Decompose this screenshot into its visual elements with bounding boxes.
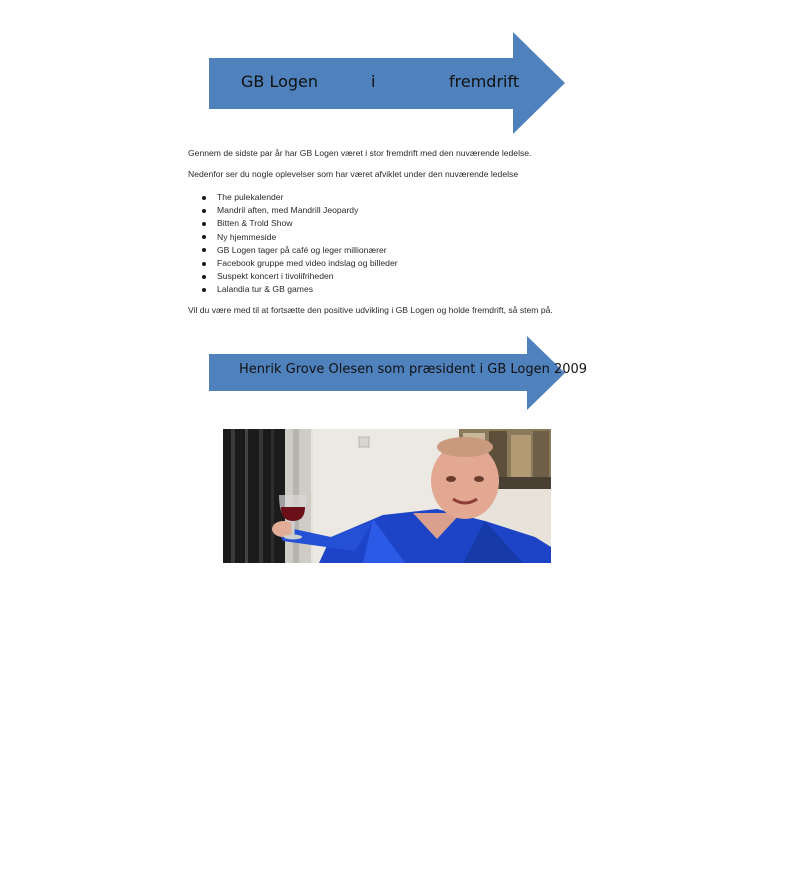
- list-item-text: GB Logen tager på café og leger millionærer: [217, 244, 387, 255]
- list-item-text: Lalandia tur & GB games: [217, 284, 314, 295]
- list-item: [202, 191, 398, 204]
- bullet-icon: [202, 275, 206, 279]
- headline-word-fremdrift: fremdrift: [449, 72, 520, 91]
- list-item: [202, 217, 398, 230]
- list-item-text: Suspekt koncert i tivolifriheden: [217, 271, 334, 282]
- bullet-icon: [202, 209, 206, 213]
- experiences-list: [202, 191, 398, 297]
- list-item-text: Ny hjemmeside: [217, 231, 277, 242]
- bullet-icon: [202, 262, 206, 266]
- bullet-icon: [202, 235, 206, 239]
- candidate-photo: [223, 429, 551, 563]
- list-item-text: Mandril aften, med Mandrill Jeopardy: [217, 205, 359, 216]
- bullet-icon: [202, 196, 206, 200]
- list-item: [202, 231, 398, 244]
- bullet-icon: [202, 248, 206, 252]
- intro-paragraph: Gennem de sidste par år har GB Logen været i stor fremdrift med den nuværende ledelse.: [188, 148, 532, 158]
- list-item: [202, 204, 398, 217]
- photo-illustration: [223, 429, 551, 563]
- headline-arrow-banner: [209, 32, 565, 134]
- list-item: [202, 257, 398, 270]
- candidate-headline: Henrik Grove Olesen som præsident i GB Logen 2009: [239, 362, 588, 377]
- headline-word-i: i: [371, 72, 376, 91]
- list-item-text: The pulekalender: [217, 192, 284, 202]
- closing-paragraph: Vil du være med til at fortsætte den positive udvikling i GB Logen og holde fremdrift, så stem på.: [188, 305, 553, 315]
- candidate-arrow-banner: [209, 336, 588, 410]
- bullet-icon: [202, 288, 206, 292]
- list-intro-paragraph: Nedenfor ser du nogle oplevelser som har været afviklet under den nuværende ledelse: [188, 169, 519, 179]
- list-item-text: Facebook gruppe med video indslag og billeder: [217, 258, 398, 269]
- list-item: [202, 283, 398, 296]
- bullet-icon: [202, 222, 206, 226]
- list-item-text: Bitten & Trold Show: [217, 218, 293, 229]
- headline-word-gb-logen: GB Logen: [241, 72, 319, 91]
- list-item: [202, 244, 398, 257]
- list-item: [202, 270, 398, 283]
